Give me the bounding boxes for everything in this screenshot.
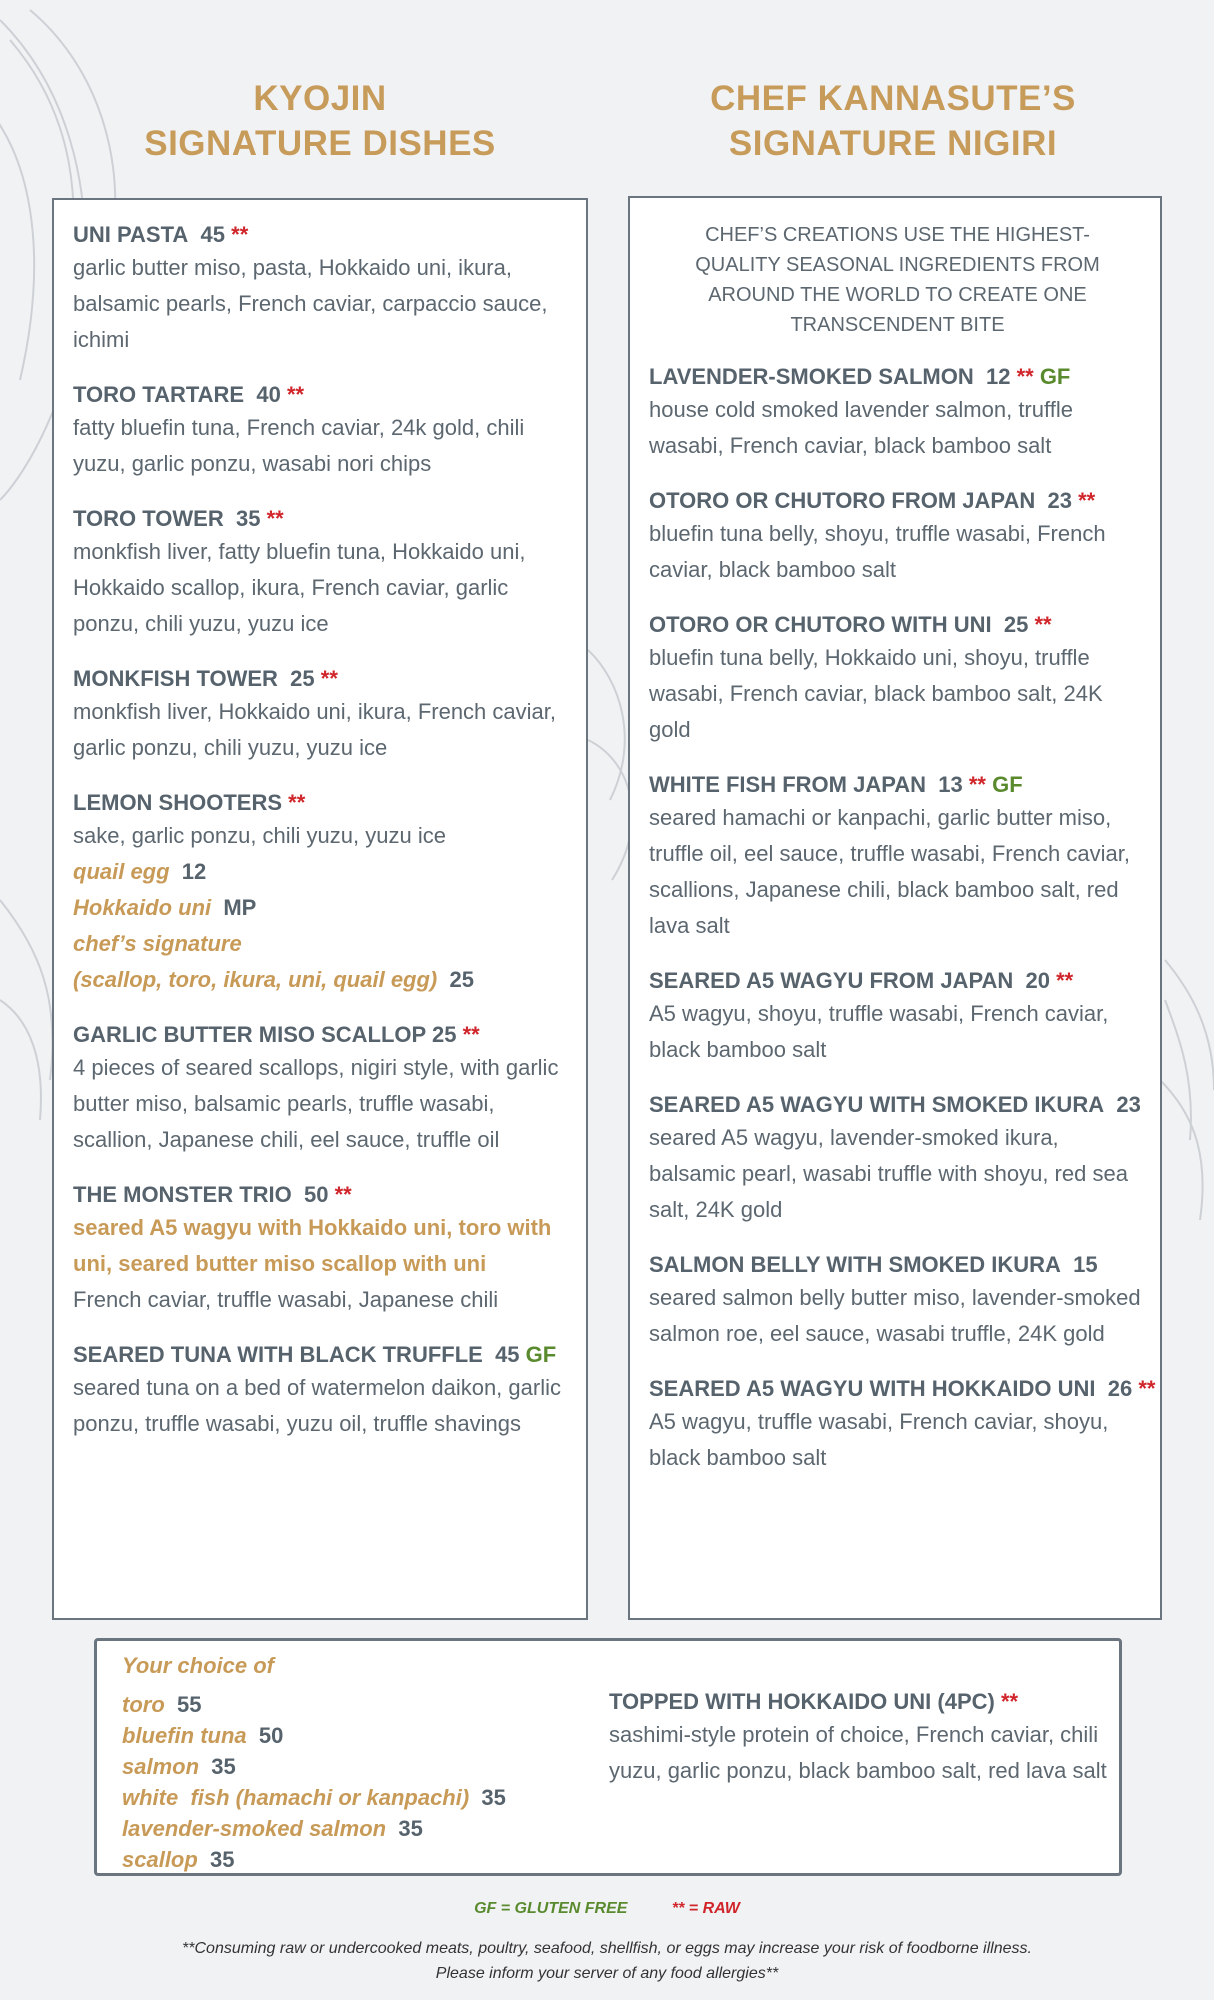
item-name: UNI PASTA bbox=[73, 222, 189, 247]
menu-item bbox=[649, 1374, 1156, 1476]
raw-marker: ** bbox=[266, 506, 284, 531]
item-price: 13 bbox=[938, 772, 963, 797]
item-description: seared A5 wagyu, lavender-smoked ikura, balsamic pearl, wasabi truffle with shoyu, red sea salt, 24K gold bbox=[649, 1125, 1128, 1222]
raw-marker: ** bbox=[1078, 488, 1096, 513]
menu-item bbox=[73, 1020, 576, 1158]
menu-item bbox=[649, 966, 1146, 1068]
item-name: LEMON SHOOTERS bbox=[73, 790, 283, 815]
choice-price: 35 bbox=[210, 1847, 235, 1872]
item-description: bluefin tuna belly, shoyu, truffle wasabi, French caviar, black bamboo salt bbox=[649, 521, 1106, 582]
item-price: 23 bbox=[1116, 1092, 1141, 1117]
chef-intro: CHEF’S CREATIONS USE THE HIGHEST-QUALITY SEASONAL INGREDIENTS FROM AROUND THE WORLD TO CREATE ONE TRANSCENDENT BITE bbox=[695, 224, 1100, 336]
raw-marker: ** bbox=[334, 1182, 352, 1207]
item-name: SALMON BELLY WITH SMOKED IKURA bbox=[649, 1252, 1061, 1277]
item-name: OTORO OR CHUTORO WITH UNI bbox=[649, 612, 992, 637]
item-description: seared hamachi or kanpachi, garlic butter miso, truffle oil, eel sauce, truffle wasabi, French caviar, scallions, Japanese chili, black bamboo salt, red lava salt bbox=[649, 805, 1130, 938]
raw-marker: ** bbox=[286, 382, 305, 407]
choice-item bbox=[122, 1844, 592, 1875]
choice-item bbox=[122, 1813, 592, 1844]
item-price: 50 bbox=[304, 1182, 329, 1207]
choice-label: salmon bbox=[122, 1754, 200, 1779]
option-label: (scallop, toro, ikura, uni, quail egg) bbox=[73, 967, 438, 992]
item-description: seared salmon belly butter miso, lavender-smoked salmon roe, eel sauce, wasabi truffle, 24K gold bbox=[649, 1285, 1141, 1346]
raw-marker: ** bbox=[1056, 968, 1074, 993]
item-price: 45 bbox=[495, 1342, 520, 1367]
item-description: bluefin tuna belly, Hokkaido uni, shoyu, truffle wasabi, French caviar, black bamboo salt, 24K gold bbox=[649, 645, 1103, 742]
item-name: OTORO OR CHUTORO FROM JAPAN bbox=[649, 488, 1036, 513]
menu-item bbox=[73, 220, 576, 358]
gf-marker: GF bbox=[992, 772, 1023, 797]
menu-item bbox=[73, 664, 576, 766]
uni-topping-item bbox=[609, 1687, 1109, 1789]
item-price: 20 bbox=[1025, 968, 1050, 993]
item-description: French caviar, truffle wasabi, Japanese chili bbox=[73, 1287, 499, 1312]
raw-marker: ** bbox=[462, 1022, 480, 1047]
menu-item bbox=[649, 770, 1146, 944]
choice-price: 50 bbox=[258, 1723, 284, 1748]
menu-item bbox=[649, 362, 1146, 464]
menu-item bbox=[73, 380, 576, 482]
menu-item bbox=[649, 1090, 1146, 1228]
item-name: TOPPED WITH HOKKAIDO UNI (4PC) bbox=[609, 1689, 995, 1714]
item-description: A5 wagyu, truffle wasabi, French caviar, shoyu, black bamboo salt bbox=[649, 1409, 1109, 1470]
item-name: TORO TOWER bbox=[73, 506, 224, 531]
menu-item bbox=[73, 504, 576, 642]
menu-item bbox=[649, 1250, 1146, 1352]
right-column-title bbox=[628, 76, 1158, 166]
choice-item bbox=[122, 1689, 592, 1720]
item-price: 25 bbox=[1003, 612, 1029, 637]
item-price: 12 bbox=[985, 364, 1011, 389]
allergy-disclaimer bbox=[0, 1936, 1214, 1986]
item-description: fatty bluefin tuna, French caviar, 24k gold, chili yuzu, garlic ponzu, wasabi nori chips bbox=[73, 415, 525, 476]
gf-marker: GF bbox=[525, 1342, 557, 1367]
item-name: WHITE FISH FROM JAPAN bbox=[649, 772, 927, 797]
item-description: house cold smoked lavender salmon, truffle wasabi, French caviar, black bamboo salt bbox=[649, 397, 1073, 458]
item-description: sake, garlic ponzu, chili yuzu, yuzu ice bbox=[73, 823, 446, 848]
choice-price: 35 bbox=[481, 1785, 506, 1810]
right-title-line2: SIGNATURE NIGIRI bbox=[728, 124, 1058, 163]
item-price: 26 bbox=[1107, 1376, 1133, 1401]
item-price: 25 bbox=[290, 666, 315, 691]
disclaimer-line2: Please inform your server of any food allergies** bbox=[435, 1965, 779, 1982]
legend-raw: ** = RAW bbox=[671, 1900, 740, 1917]
item-description: 4 pieces of seared scallops, nigiri style, with garlic butter miso, balsamic pearls, truffle wasabi, scallion, Japanese chili, eel sauce, truffle oil bbox=[73, 1055, 559, 1152]
choice-price: 35 bbox=[398, 1816, 423, 1841]
choice-price: 55 bbox=[177, 1692, 202, 1717]
item-name: GARLIC BUTTER MISO SCALLOP bbox=[73, 1022, 426, 1047]
raw-marker: ** bbox=[288, 790, 306, 815]
option-price: 25 bbox=[449, 967, 474, 992]
legend bbox=[0, 1898, 1214, 1920]
choice-title: Your choice of bbox=[122, 1653, 274, 1678]
raw-marker: ** bbox=[320, 666, 338, 691]
item-name: SEARED A5 WAGYU WITH HOKKAIDO UNI bbox=[649, 1376, 1096, 1401]
choice-label: scallop bbox=[122, 1847, 198, 1872]
option-label: quail egg bbox=[73, 859, 170, 884]
item-name: LAVENDER-SMOKED SALMON bbox=[649, 364, 974, 389]
choice-item bbox=[122, 1751, 592, 1782]
gf-marker: GF bbox=[1039, 364, 1071, 389]
item-description: monkfish liver, Hokkaido uni, ikura, French caviar, garlic ponzu, chili yuzu, yuzu ice bbox=[73, 699, 556, 760]
item-name: THE MONSTER TRIO bbox=[73, 1182, 292, 1207]
item-price: 35 bbox=[235, 506, 261, 531]
left-title-line1: KYOJIN bbox=[253, 79, 387, 118]
lemon-option bbox=[73, 854, 576, 890]
raw-marker: ** bbox=[1138, 1376, 1156, 1401]
item-description: monkfish liver, fatty bluefin tuna, Hokkaido uni, Hokkaido scallop, ikura, French caviar, garlic ponzu, chili yuzu, yuzu ice bbox=[73, 539, 526, 636]
menu-item bbox=[649, 486, 1146, 588]
raw-marker: ** bbox=[1000, 1689, 1019, 1714]
menu-item bbox=[73, 1340, 576, 1442]
choice-label: bluefin tuna bbox=[122, 1723, 247, 1748]
item-name: SEARED A5 WAGYU WITH SMOKED IKURA bbox=[649, 1092, 1105, 1117]
choice-item bbox=[122, 1782, 592, 1813]
menu-item-monster-trio bbox=[73, 1180, 576, 1318]
choice-list bbox=[122, 1649, 592, 1875]
item-price: 15 bbox=[1073, 1252, 1098, 1277]
lemon-option bbox=[73, 926, 576, 962]
item-name: SEARED TUNA WITH BLACK TRUFFLE bbox=[73, 1342, 483, 1367]
menu-item bbox=[649, 610, 1146, 748]
item-name: SEARED A5 WAGYU FROM JAPAN bbox=[649, 968, 1014, 993]
menu-item-lemon-shooters bbox=[73, 788, 576, 998]
uni-topping-panel bbox=[94, 1638, 1122, 1876]
lemon-option bbox=[73, 962, 576, 998]
item-price: 45 bbox=[200, 222, 226, 247]
item-price: 40 bbox=[256, 382, 281, 407]
raw-marker: ** bbox=[231, 222, 249, 247]
item-description: sashimi-style protein of choice, French caviar, chili yuzu, garlic ponzu, black bamboo salt, red lava salt bbox=[609, 1722, 1107, 1783]
option-price: MP bbox=[223, 895, 257, 920]
choice-price: 35 bbox=[211, 1754, 236, 1779]
raw-marker: ** bbox=[1016, 364, 1034, 389]
trio-highlight: seared A5 wagyu with Hokkaido uni, toro with uni, seared butter miso scallop with uni bbox=[73, 1215, 552, 1276]
raw-marker: ** bbox=[1034, 612, 1052, 637]
item-name: TORO TARTARE bbox=[73, 382, 245, 407]
item-description: A5 wagyu, shoyu, truffle wasabi, French caviar, black bamboo salt bbox=[649, 1001, 1109, 1062]
option-label: chef’s signature bbox=[73, 931, 242, 956]
option-price: 12 bbox=[181, 859, 207, 884]
right-title-line1: CHEF KANNASUTE’S bbox=[710, 79, 1076, 118]
item-name: MONKFISH TOWER bbox=[73, 666, 278, 691]
choice-label: toro bbox=[122, 1692, 165, 1717]
item-description: garlic butter miso, pasta, Hokkaido uni, ikura, balsamic pearls, French caviar, carpaccio sauce, ichimi bbox=[73, 255, 548, 352]
signature-dishes-panel bbox=[52, 198, 588, 1620]
lemon-option bbox=[73, 890, 576, 926]
choice-item bbox=[122, 1720, 592, 1751]
choice-label: lavender-smoked salmon bbox=[122, 1816, 387, 1841]
item-price: 25 bbox=[431, 1022, 457, 1047]
left-column-title bbox=[52, 76, 588, 166]
disclaimer-line1: **Consuming raw or undercooked meats, poultry, seafood, shellfish, or eggs may increase your risk of foodborne illness. bbox=[182, 1940, 1032, 1957]
choice-label: white fish (hamachi or kanpachi) bbox=[122, 1785, 470, 1810]
item-price: 23 bbox=[1047, 488, 1072, 513]
item-description: seared tuna on a bed of watermelon daikon, garlic ponzu, truffle wasabi, yuzu oil, truffle shavings bbox=[73, 1375, 561, 1436]
raw-marker: ** bbox=[968, 772, 986, 797]
legend-gluten-free: GF = GLUTEN FREE bbox=[474, 1900, 628, 1917]
option-label: Hokkaido uni bbox=[73, 895, 212, 920]
left-title-line2: SIGNATURE DISHES bbox=[144, 124, 496, 163]
signature-nigiri-panel bbox=[628, 196, 1162, 1620]
